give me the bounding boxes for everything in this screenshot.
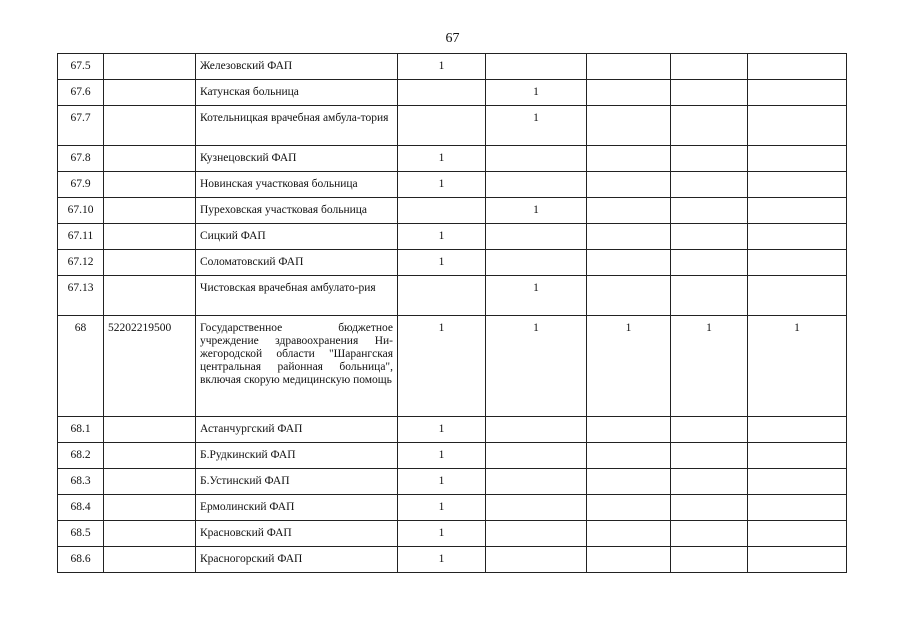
row-value-3 xyxy=(587,521,671,547)
row-value-5 xyxy=(748,469,847,495)
row-value-5 xyxy=(748,54,847,80)
table-row xyxy=(58,146,847,172)
table-row xyxy=(58,469,847,495)
row-name: Железовский ФАП xyxy=(196,54,398,80)
table-row xyxy=(58,276,847,316)
row-value-3 xyxy=(587,80,671,106)
row-value-2 xyxy=(486,224,587,250)
table-row xyxy=(58,224,847,250)
row-number: 67.13 xyxy=(58,276,104,316)
row-value-3 xyxy=(587,172,671,198)
row-name: Пуреховская участковая больница xyxy=(196,198,398,224)
row-name: Ермолинский ФАП xyxy=(196,495,398,521)
row-code xyxy=(104,469,196,495)
row-number: 68.6 xyxy=(58,547,104,573)
row-number: 68.2 xyxy=(58,443,104,469)
row-value-1 xyxy=(398,276,486,316)
row-value-2: 1 xyxy=(486,198,587,224)
row-number: 68.4 xyxy=(58,495,104,521)
row-code xyxy=(104,521,196,547)
row-value-2 xyxy=(486,250,587,276)
row-value-1: 1 xyxy=(398,547,486,573)
row-code xyxy=(104,495,196,521)
row-value-4 xyxy=(671,198,748,224)
row-name: Государственное бюджетное учреждение здравоохранения Ни-жегородской области "Шарангская центральная районная больница", включая скорую медицинскую помощь xyxy=(196,316,398,417)
row-value-2: 1 xyxy=(486,80,587,106)
row-name: Б.Рудкинский ФАП xyxy=(196,443,398,469)
row-code xyxy=(104,443,196,469)
row-value-5 xyxy=(748,417,847,443)
row-value-4 xyxy=(671,250,748,276)
row-value-2 xyxy=(486,146,587,172)
row-value-2 xyxy=(486,495,587,521)
row-value-5 xyxy=(748,146,847,172)
row-value-1 xyxy=(398,106,486,146)
row-value-2 xyxy=(486,417,587,443)
row-value-2 xyxy=(486,469,587,495)
row-value-4 xyxy=(671,443,748,469)
table-row xyxy=(58,547,847,573)
row-value-4: 1 xyxy=(671,316,748,417)
row-name: Кузнецовский ФАП xyxy=(196,146,398,172)
page-number: 67 xyxy=(445,31,460,46)
row-value-5 xyxy=(748,224,847,250)
row-value-2 xyxy=(486,443,587,469)
row-value-1: 1 xyxy=(398,250,486,276)
row-number: 67.8 xyxy=(58,146,104,172)
row-value-1: 1 xyxy=(398,495,486,521)
row-value-1 xyxy=(398,80,486,106)
row-value-5 xyxy=(748,250,847,276)
row-value-3: 1 xyxy=(587,316,671,417)
row-value-2 xyxy=(486,547,587,573)
row-value-2: 1 xyxy=(486,276,587,316)
row-name: Красновский ФАП xyxy=(196,521,398,547)
row-value-3 xyxy=(587,106,671,146)
row-value-2: 1 xyxy=(486,106,587,146)
row-name: Катунская больница xyxy=(196,80,398,106)
row-number: 67.9 xyxy=(58,172,104,198)
row-number: 67.7 xyxy=(58,106,104,146)
row-number: 68.1 xyxy=(58,417,104,443)
row-value-2: 1 xyxy=(486,316,587,417)
row-value-4 xyxy=(671,521,748,547)
row-value-5 xyxy=(748,172,847,198)
row-code xyxy=(104,80,196,106)
row-name: Котельницкая врачебная амбула-тория xyxy=(196,106,398,146)
row-code xyxy=(104,417,196,443)
row-value-4 xyxy=(671,172,748,198)
row-code xyxy=(104,54,196,80)
table-row xyxy=(58,495,847,521)
row-name: Красногорский ФАП xyxy=(196,547,398,573)
table-body xyxy=(58,54,847,573)
row-number: 67.12 xyxy=(58,250,104,276)
row-value-3 xyxy=(587,54,671,80)
table-row xyxy=(58,172,847,198)
row-value-2 xyxy=(486,54,587,80)
row-value-3 xyxy=(587,224,671,250)
row-number: 67.5 xyxy=(58,54,104,80)
row-value-5 xyxy=(748,443,847,469)
row-value-1 xyxy=(398,198,486,224)
row-code xyxy=(104,276,196,316)
row-value-1: 1 xyxy=(398,172,486,198)
row-value-4 xyxy=(671,417,748,443)
row-code xyxy=(104,106,196,146)
row-name: Соломатовский ФАП xyxy=(196,250,398,276)
table-row xyxy=(58,521,847,547)
row-value-4 xyxy=(671,547,748,573)
row-value-1: 1 xyxy=(398,443,486,469)
row-value-1: 1 xyxy=(398,469,486,495)
row-name: Чистовская врачебная амбулато-рия xyxy=(196,276,398,316)
row-value-5 xyxy=(748,106,847,146)
row-value-1: 1 xyxy=(398,521,486,547)
row-value-3 xyxy=(587,198,671,224)
row-value-4 xyxy=(671,495,748,521)
row-value-2 xyxy=(486,521,587,547)
row-code xyxy=(104,198,196,224)
row-value-1: 1 xyxy=(398,224,486,250)
row-value-3 xyxy=(587,276,671,316)
row-value-1: 1 xyxy=(398,54,486,80)
row-number: 67.10 xyxy=(58,198,104,224)
table-row xyxy=(58,80,847,106)
table-row xyxy=(58,443,847,469)
row-name: Новинская участковая больница xyxy=(196,172,398,198)
institutions-table xyxy=(57,53,847,573)
row-number: 68 xyxy=(58,316,104,417)
row-code xyxy=(104,547,196,573)
row-value-1: 1 xyxy=(398,146,486,172)
row-code xyxy=(104,172,196,198)
row-value-5: 1 xyxy=(748,316,847,417)
row-number: 67.11 xyxy=(58,224,104,250)
table-row xyxy=(58,198,847,224)
row-number: 68.5 xyxy=(58,521,104,547)
row-value-3 xyxy=(587,417,671,443)
table-row xyxy=(58,106,847,146)
row-number: 67.6 xyxy=(58,80,104,106)
row-code xyxy=(104,224,196,250)
table-row xyxy=(58,54,847,80)
row-value-3 xyxy=(587,146,671,172)
row-value-3 xyxy=(587,469,671,495)
row-value-3 xyxy=(587,547,671,573)
row-name: Астанчургский ФАП xyxy=(196,417,398,443)
row-value-5 xyxy=(748,521,847,547)
row-value-3 xyxy=(587,443,671,469)
row-name: Б.Устинский ФАП xyxy=(196,469,398,495)
row-value-3 xyxy=(587,250,671,276)
row-number: 68.3 xyxy=(58,469,104,495)
row-value-2 xyxy=(486,172,587,198)
row-value-4 xyxy=(671,469,748,495)
row-value-4 xyxy=(671,276,748,316)
row-value-5 xyxy=(748,80,847,106)
row-value-1: 1 xyxy=(398,316,486,417)
row-value-4 xyxy=(671,146,748,172)
row-value-3 xyxy=(587,495,671,521)
row-code: 52202219500 xyxy=(104,316,196,417)
row-name: Сицкий ФАП xyxy=(196,224,398,250)
row-code xyxy=(104,146,196,172)
table-row xyxy=(58,250,847,276)
row-value-4 xyxy=(671,224,748,250)
row-value-5 xyxy=(748,276,847,316)
row-code xyxy=(104,250,196,276)
row-value-5 xyxy=(748,198,847,224)
row-value-5 xyxy=(748,547,847,573)
row-value-5 xyxy=(748,495,847,521)
row-value-1: 1 xyxy=(398,417,486,443)
table-row xyxy=(58,316,847,417)
row-value-4 xyxy=(671,106,748,146)
row-value-4 xyxy=(671,80,748,106)
table-row xyxy=(58,417,847,443)
row-value-4 xyxy=(671,54,748,80)
